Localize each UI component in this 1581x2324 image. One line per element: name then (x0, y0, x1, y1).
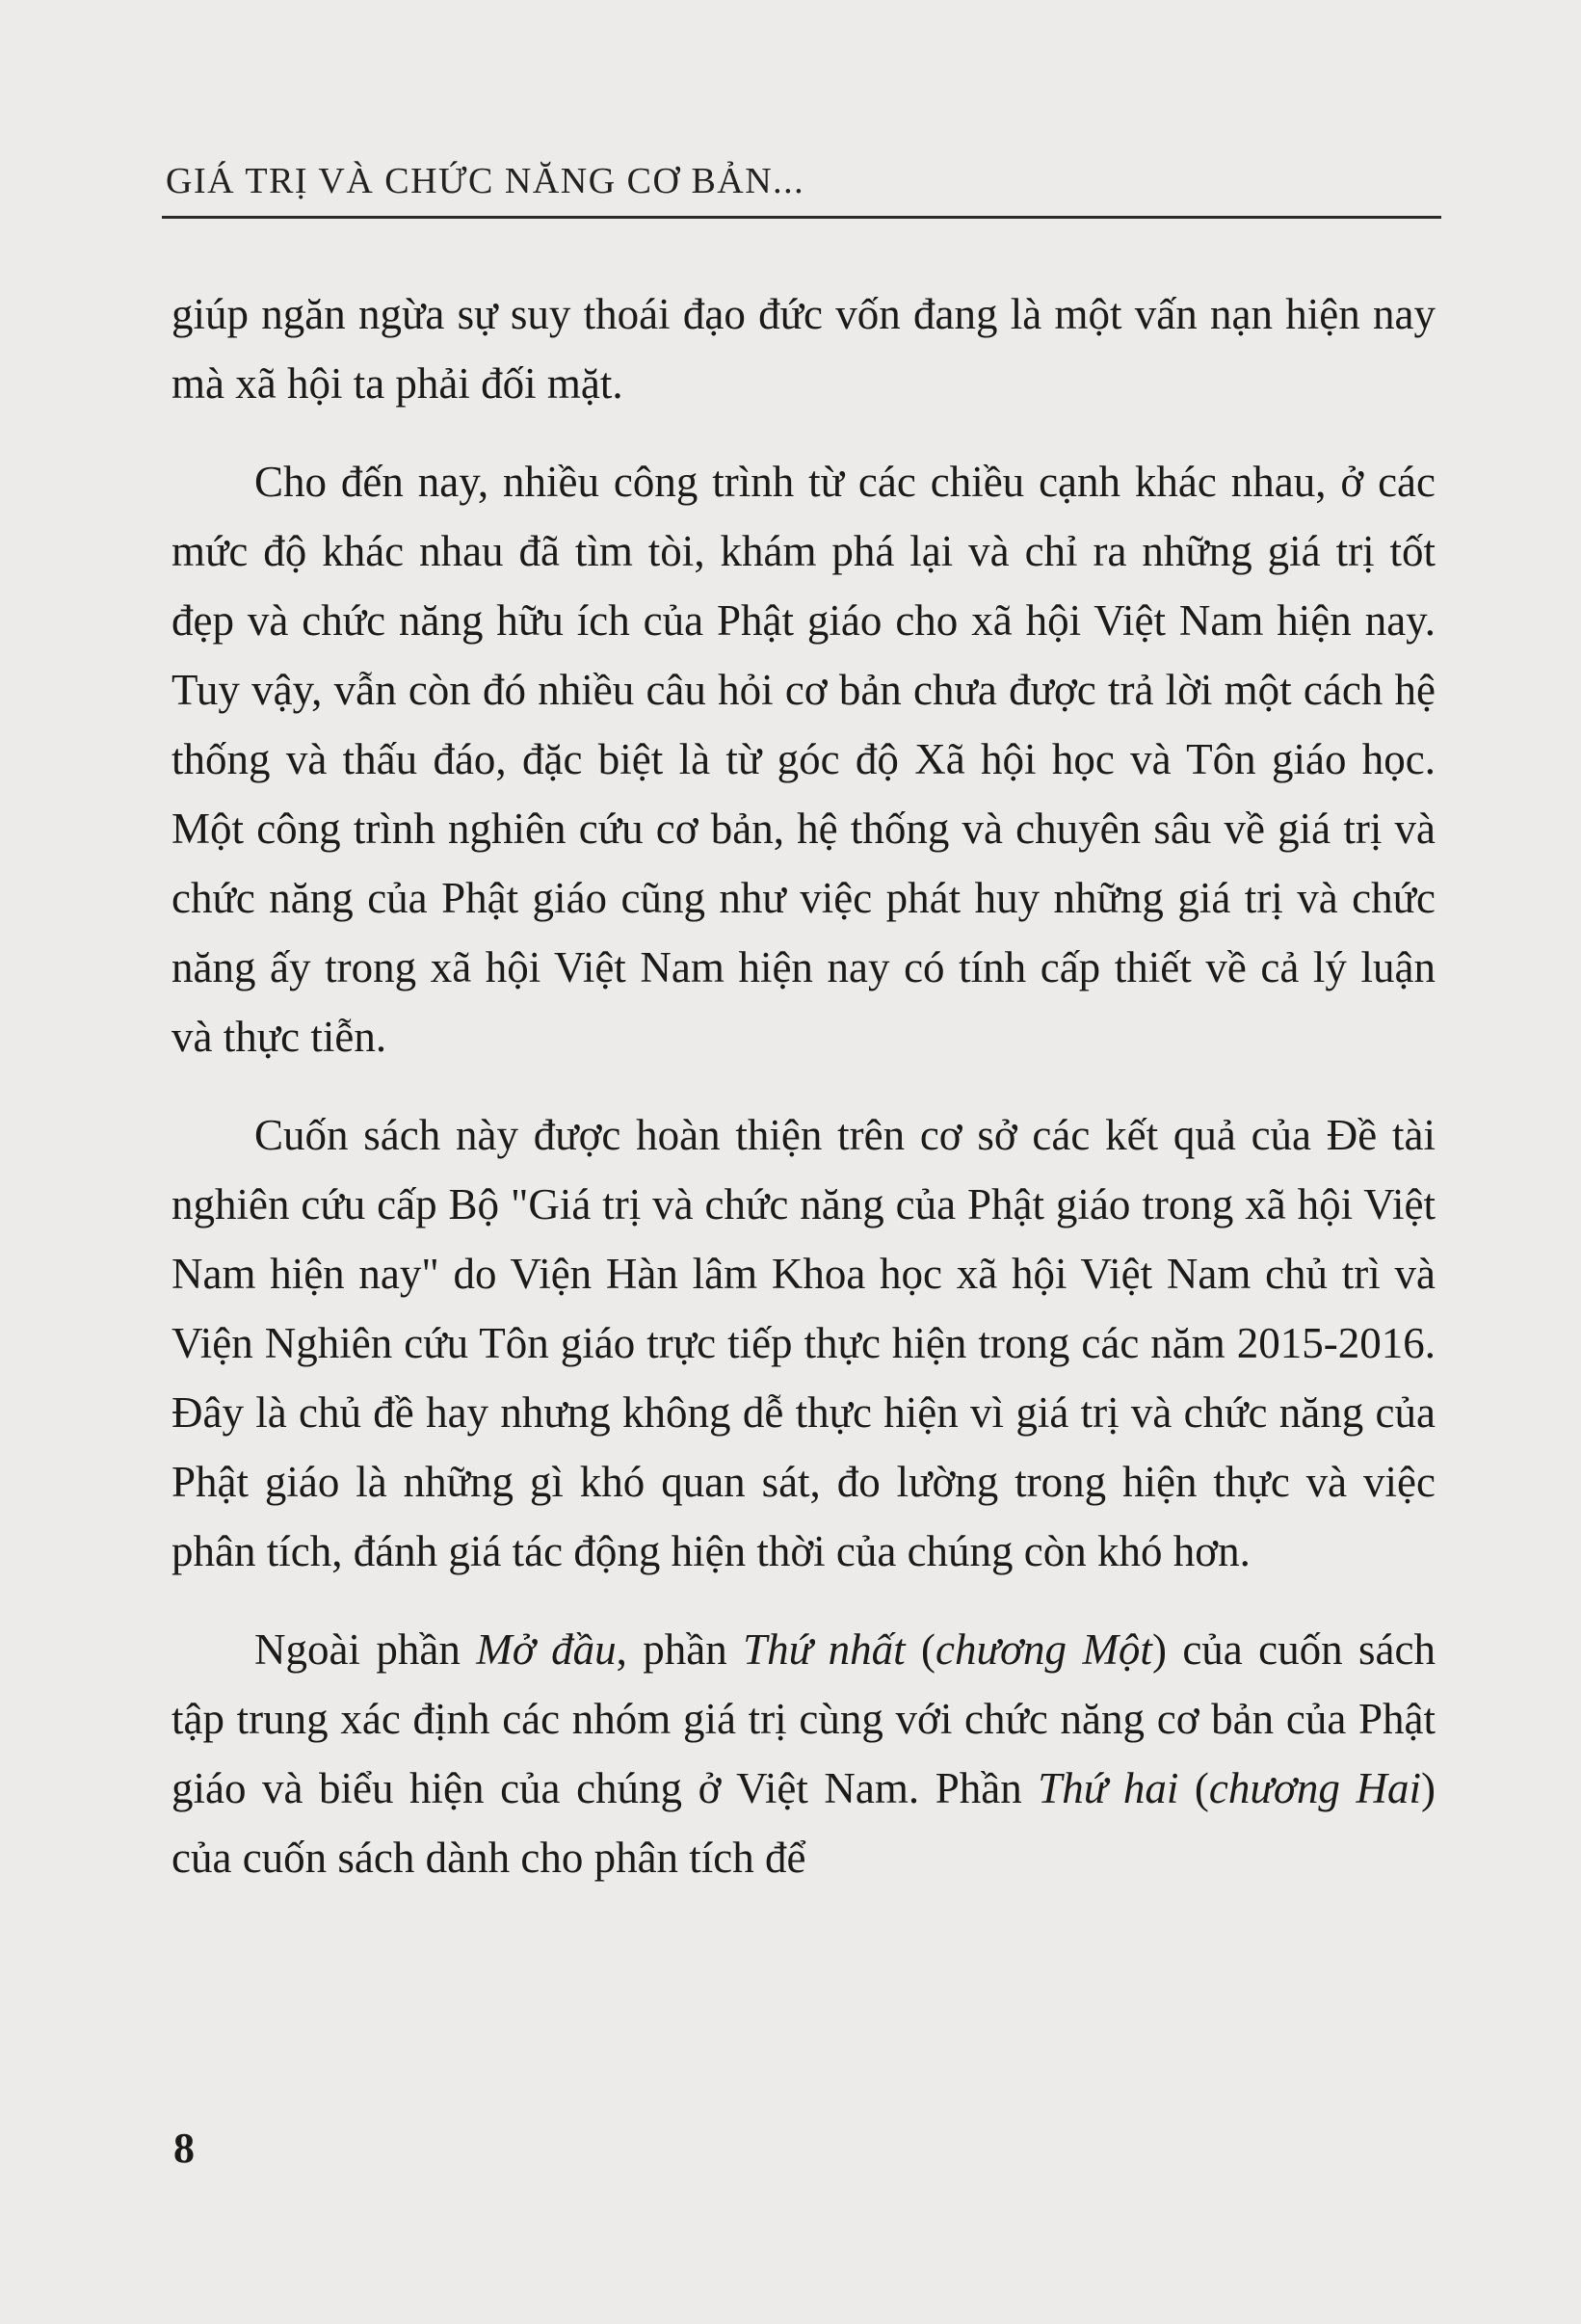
paragraph-4-segment: ( (1178, 1764, 1209, 1812)
paragraph-4-italic-segment: Thứ nhất (743, 1625, 906, 1674)
paragraph-4-italic-segment: Mở đầu (476, 1625, 617, 1674)
paragraph-4-segment: ) của cuốn sách dành cho phân tích để (171, 1764, 1436, 1882)
page-number: 8 (173, 2125, 195, 2172)
paragraph-4-italic-segment: chương Hai (1208, 1764, 1421, 1812)
paragraph-4-italic-segment: chương Một (935, 1625, 1152, 1674)
paragraph-3: Cuốn sách này được hoàn thiện trên cơ sở các kết quả của Đề tài nghiên cứu cấp Bộ "Giá trị và chức năng của Phật giáo trong xã hội Việt Nam hiện nay" do Viện Hàn lâm Khoa học xã hội Việt Nam chủ trì và Viện Nghiên cứu Tôn giáo trực tiếp thực hiện trong các năm 2015-2016. Đây là chủ đề hay nhưng không dễ thực hiện vì giá trị và chức năng của Phật giáo là những gì khó quan sát, đo lường trong hiện thực và việc phân tích, đánh giá tác động hiện thời của chúng còn khó hơn. (171, 1111, 1436, 1575)
paragraph-4-italic-segment: Thứ hai (1038, 1764, 1179, 1812)
body-text (171, 279, 1436, 1921)
paragraph-4-segment: ( (905, 1625, 936, 1674)
header-rule (162, 216, 1441, 219)
running-head: GIÁ TRỊ VÀ CHỨC NĂNG CƠ BẢN... (166, 161, 805, 201)
paragraph-4-segment: Ngoài phần (254, 1625, 477, 1674)
paragraph-2: Cho đến nay, nhiều công trình từ các chiều cạnh khác nhau, ở các mức độ khác nhau đã tìm tòi, khám phá lại và chỉ ra những giá trị tốt đẹp và chức năng hữu ích của Phật giáo cho xã hội Việt Nam hiện nay. Tuy vậy, vẫn còn đó nhiều câu hỏi cơ bản chưa được trả lời một cách hệ thống và thấu đáo, đặc biệt là từ góc độ Xã hội học và Tôn giáo học. Một công trình nghiên cứu cơ bản, hệ thống và chuyên sâu về giá trị và chức năng của Phật giáo cũng như việc phát huy những giá trị và chức năng ấy trong xã hội Việt Nam hiện nay có tính cấp thiết về cả lý luận và thực tiễn. (171, 458, 1436, 1061)
paragraph-1: giúp ngăn ngừa sự suy thoái đạo đức vốn đang là một vấn nạn hiện nay mà xã hội ta phải đối mặt. (171, 290, 1436, 408)
paragraph-4-segment: , phần (616, 1625, 744, 1674)
paragraph-4 (171, 1615, 1436, 1892)
paragraph-4-segment: ) của cuốn sách tập trung xác định các nhóm giá trị cùng với chức năng cơ bản của Phật giáo và biểu hiện của chúng ở Việt Nam. Phần (171, 1625, 1436, 1812)
